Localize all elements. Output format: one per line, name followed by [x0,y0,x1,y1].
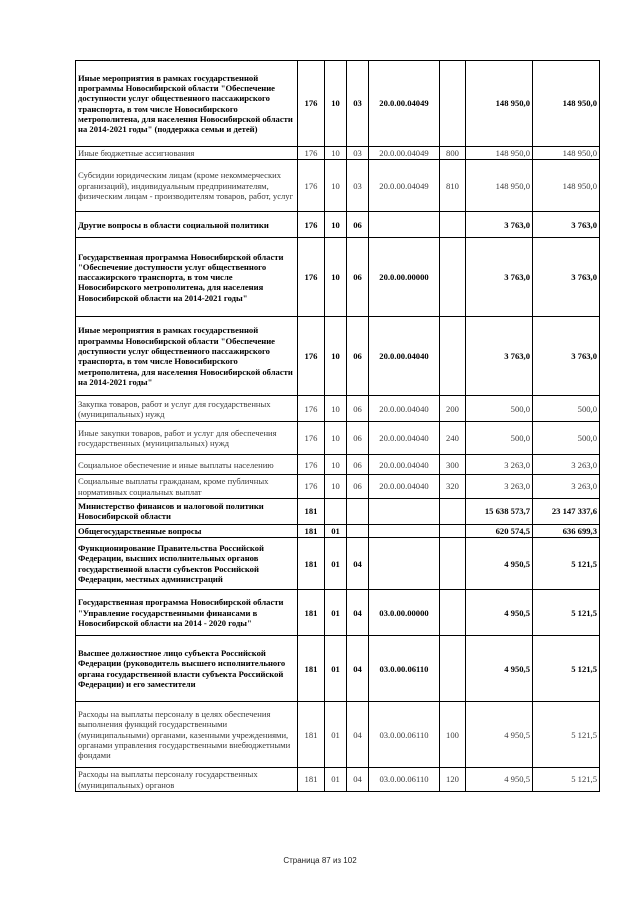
row-target-article-cell [369,498,440,524]
row-section-cell: 01 [325,538,347,590]
row-name-cell: Субсидии юридическим лицам (кроме некоммерческих организаций), индивидуальным предпринимателям, физическим лицам - производителям товаров, работ, услуг [76,160,298,212]
row-subsection-cell: 06 [347,238,369,317]
row-grbs-cell: 181 [298,498,325,524]
row-grbs-cell: 176 [298,455,325,475]
row-grbs-cell: 176 [298,422,325,455]
row-amount-year1-cell: 620 574,5 [466,524,533,537]
row-amount-year1-cell: 148 950,0 [466,61,533,147]
table-row [76,590,600,636]
row-expense-type-cell: 320 [440,475,466,499]
row-name-cell: Министерство финансов и налоговой политики Новосибирской области [76,498,298,524]
row-amount-year2-cell: 3 263,0 [533,455,600,475]
row-section-cell: 01 [325,590,347,636]
table-row [76,61,600,147]
row-grbs-cell: 181 [298,636,325,702]
row-expense-type-cell: 200 [440,396,466,422]
row-amount-year1-cell: 3 763,0 [466,317,533,396]
row-name-cell: Социальное обеспечение и иные выплаты населению [76,455,298,475]
table-row [76,212,600,238]
row-expense-type-cell [440,636,466,702]
row-amount-year1-cell: 15 638 573,7 [466,498,533,524]
row-section-cell: 10 [325,160,347,212]
row-amount-year2-cell: 5 121,5 [533,590,600,636]
row-name-cell: Государственная программа Новосибирской области "Обеспечение доступности услуг общественного пассажирского транспорта, в том числе Новосибирского метрополитена, для населения Новосибирской области на 2014-2021 годы" [76,238,298,317]
row-section-cell: 01 [325,524,347,537]
row-section-cell: 10 [325,317,347,396]
table-row [76,317,600,396]
row-subsection-cell: 06 [347,317,369,396]
row-grbs-cell: 176 [298,238,325,317]
row-amount-year1-cell: 4 950,5 [466,636,533,702]
row-expense-type-cell: 300 [440,455,466,475]
row-amount-year2-cell: 500,0 [533,422,600,455]
row-expense-type-cell [440,238,466,317]
row-name-cell: Высшее должностное лицо субъекта Российской Федерации (руководитель высшего исполнительного органа государственной власти субъекта Российской Федерации) и его заместители [76,636,298,702]
row-amount-year2-cell: 3 763,0 [533,238,600,317]
table-row [76,422,600,455]
row-amount-year2-cell: 636 699,3 [533,524,600,537]
row-subsection-cell: 06 [347,396,369,422]
row-target-article-cell: 03.0.00.06110 [369,702,440,768]
row-section-cell: 01 [325,702,347,768]
row-target-article-cell: 20.0.00.04049 [369,160,440,212]
row-grbs-cell: 181 [298,768,325,792]
row-expense-type-cell [440,317,466,396]
table-row [76,702,600,768]
row-expense-type-cell [440,590,466,636]
table-row [76,636,600,702]
row-subsection-cell: 06 [347,422,369,455]
row-section-cell: 10 [325,422,347,455]
budget-table [75,60,600,792]
row-section-cell [325,498,347,524]
budget-table-body [76,61,600,792]
row-subsection-cell: 04 [347,538,369,590]
row-expense-type-cell [440,498,466,524]
table-row [76,160,600,212]
row-target-article-cell: 20.0.00.04049 [369,147,440,160]
row-subsection-cell: 06 [347,475,369,499]
row-subsection-cell: 04 [347,768,369,792]
row-grbs-cell: 176 [298,147,325,160]
row-name-cell: Иные закупки товаров, работ и услуг для обеспечения государственных (муниципальных) нужд [76,422,298,455]
table-row [76,147,600,160]
row-amount-year1-cell: 4 950,5 [466,702,533,768]
row-grbs-cell: 181 [298,590,325,636]
row-amount-year1-cell: 3 263,0 [466,455,533,475]
row-amount-year2-cell: 5 121,5 [533,636,600,702]
row-amount-year2-cell: 500,0 [533,396,600,422]
row-expense-type-cell [440,538,466,590]
row-amount-year2-cell: 3 263,0 [533,475,600,499]
row-expense-type-cell: 240 [440,422,466,455]
row-subsection-cell: 04 [347,590,369,636]
row-grbs-cell: 181 [298,524,325,537]
row-subsection-cell: 04 [347,702,369,768]
row-expense-type-cell: 800 [440,147,466,160]
row-subsection-cell: 06 [347,455,369,475]
row-amount-year1-cell: 3 763,0 [466,212,533,238]
row-target-article-cell: 20.0.00.00000 [369,238,440,317]
row-name-cell: Закупка товаров, работ и услуг для государственных (муниципальных) нужд [76,396,298,422]
table-row [76,475,600,499]
row-subsection-cell: 03 [347,61,369,147]
row-amount-year1-cell: 148 950,0 [466,160,533,212]
row-section-cell: 10 [325,147,347,160]
row-target-article-cell: 03.0.00.00000 [369,590,440,636]
row-amount-year2-cell: 23 147 337,6 [533,498,600,524]
row-grbs-cell: 176 [298,396,325,422]
row-subsection-cell [347,524,369,537]
row-grbs-cell: 181 [298,538,325,590]
row-name-cell: Функционирование Правительства Российской Федерации, высших исполнительных органов государственной власти субъектов Российской Федерации, местных администраций [76,538,298,590]
row-amount-year2-cell: 5 121,5 [533,702,600,768]
row-amount-year2-cell: 148 950,0 [533,147,600,160]
row-expense-type-cell: 100 [440,702,466,768]
table-row [76,396,600,422]
table-row [76,768,600,792]
row-name-cell: Государственная программа Новосибирской области "Управление государственными финансами в Новосибирской области на 2014 - 2020 годы" [76,590,298,636]
row-target-article-cell: 20.0.00.04040 [369,475,440,499]
row-expense-type-cell: 120 [440,768,466,792]
row-amount-year2-cell: 3 763,0 [533,317,600,396]
row-amount-year2-cell: 5 121,5 [533,768,600,792]
row-amount-year1-cell: 4 950,5 [466,590,533,636]
row-name-cell: Иные мероприятия в рамках государственной программы Новосибирской области "Обеспечение доступности услуг общественного пассажирского транспорта, в том числе Новосибирского метрополитена, для населения Новосибирской области на 2014-2021 годы" (поддержка семьи и детей) [76,61,298,147]
row-grbs-cell: 176 [298,317,325,396]
row-target-article-cell: 20.0.00.04040 [369,396,440,422]
row-expense-type-cell [440,61,466,147]
row-name-cell: Расходы на выплаты персоналу в целях обеспечения выполнения функций государственными (муниципальными) органами, казенными учреждениями, органами управления государственными внебюджетными фондами [76,702,298,768]
table-row [76,538,600,590]
row-name-cell: Расходы на выплаты персоналу государственных (муниципальных) органов [76,768,298,792]
row-section-cell: 01 [325,636,347,702]
row-target-article-cell: 20.0.00.04040 [369,422,440,455]
row-target-article-cell [369,212,440,238]
row-target-article-cell: 03.0.00.06110 [369,768,440,792]
row-subsection-cell: 03 [347,147,369,160]
row-amount-year1-cell: 500,0 [466,396,533,422]
page-footer: Страница 87 из 102 [283,856,357,865]
row-target-article-cell: 20.0.00.04040 [369,455,440,475]
row-amount-year1-cell: 148 950,0 [466,147,533,160]
table-row [76,455,600,475]
row-amount-year1-cell: 3 763,0 [466,238,533,317]
row-amount-year2-cell: 148 950,0 [533,61,600,147]
table-row [76,498,600,524]
row-target-article-cell: 03.0.00.06110 [369,636,440,702]
row-section-cell: 10 [325,61,347,147]
row-section-cell: 10 [325,238,347,317]
row-amount-year1-cell: 4 950,5 [466,538,533,590]
row-name-cell: Социальные выплаты гражданам, кроме публичных нормативных социальных выплат [76,475,298,499]
row-grbs-cell: 176 [298,212,325,238]
row-amount-year1-cell: 4 950,5 [466,768,533,792]
row-section-cell: 10 [325,212,347,238]
row-expense-type-cell: 810 [440,160,466,212]
table-row [76,238,600,317]
row-grbs-cell: 176 [298,475,325,499]
row-grbs-cell: 176 [298,61,325,147]
row-amount-year1-cell: 500,0 [466,422,533,455]
row-section-cell: 10 [325,475,347,499]
row-target-article-cell [369,538,440,590]
row-subsection-cell: 04 [347,636,369,702]
row-target-article-cell [369,524,440,537]
row-amount-year2-cell: 148 950,0 [533,160,600,212]
row-amount-year1-cell: 3 263,0 [466,475,533,499]
row-subsection-cell: 06 [347,212,369,238]
row-name-cell: Другие вопросы в области социальной политики [76,212,298,238]
row-grbs-cell: 176 [298,160,325,212]
row-name-cell: Общегосударственные вопросы [76,524,298,537]
row-subsection-cell [347,498,369,524]
row-amount-year2-cell: 5 121,5 [533,538,600,590]
row-section-cell: 01 [325,768,347,792]
row-section-cell: 10 [325,455,347,475]
row-section-cell: 10 [325,396,347,422]
table-row [76,524,600,537]
row-target-article-cell: 20.0.00.04040 [369,317,440,396]
row-grbs-cell: 181 [298,702,325,768]
row-amount-year2-cell: 3 763,0 [533,212,600,238]
row-expense-type-cell [440,212,466,238]
row-expense-type-cell [440,524,466,537]
row-name-cell: Иные мероприятия в рамках государственной программы Новосибирской области "Обеспечение доступности услуг общественного пассажирского транспорта, в том числе Новосибирского метрополитена, для населения Новосибирской области на 2014-2021 годы" [76,317,298,396]
row-subsection-cell: 03 [347,160,369,212]
row-target-article-cell: 20.0.00.04049 [369,61,440,147]
row-name-cell: Иные бюджетные ассигнования [76,147,298,160]
